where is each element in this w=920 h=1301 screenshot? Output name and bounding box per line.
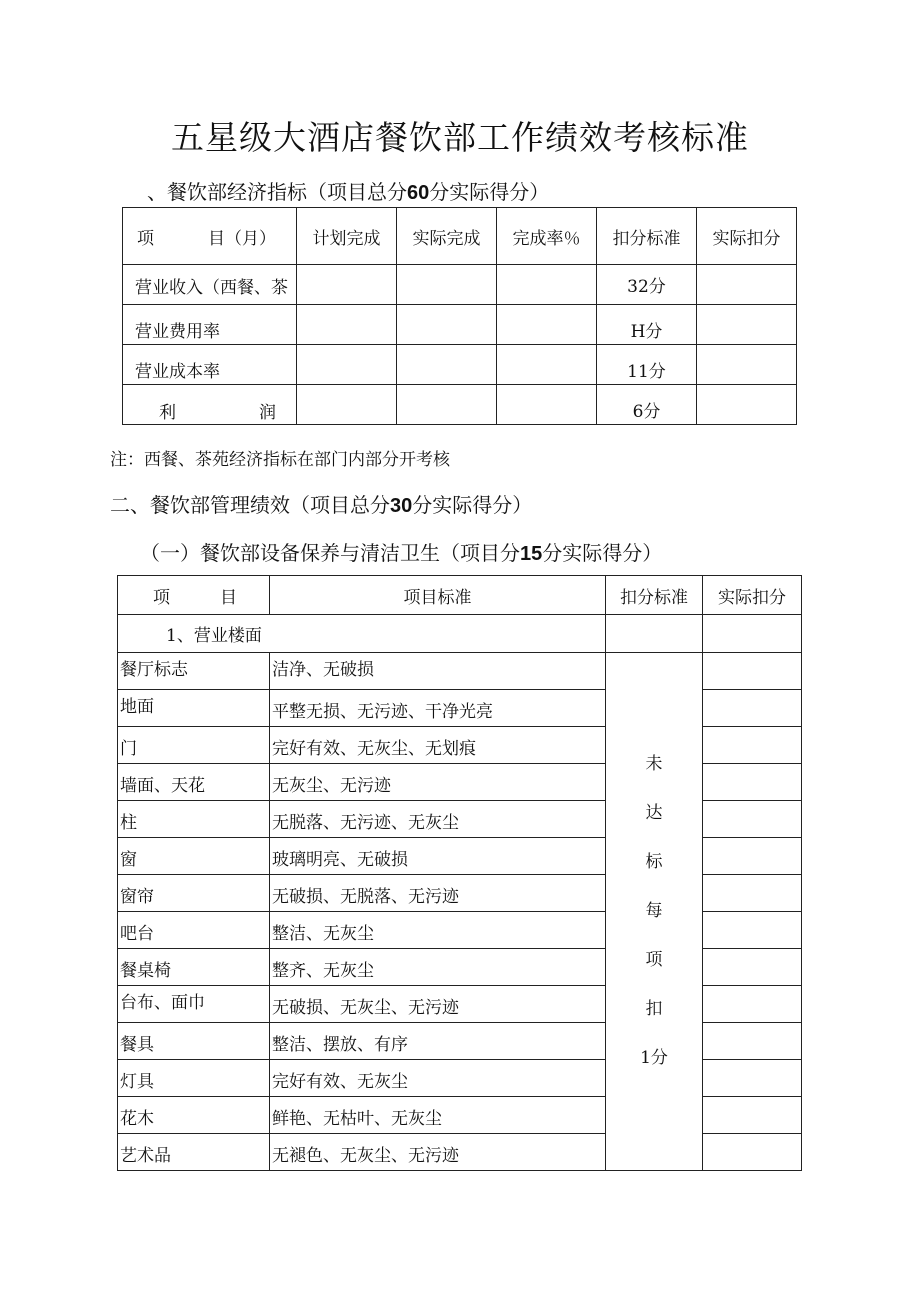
section2-heading: 二、餐饮部管理绩效（项目总分30分实际得分） [110, 493, 533, 517]
deduction-rule: 未 达 标 每 项 扣 1分 [606, 653, 703, 1171]
header-actual-deduct: 实际扣分 [703, 576, 802, 615]
header-actual: 实际完成 [397, 208, 497, 265]
header-actual-deduct: 实际扣分 [697, 208, 797, 265]
row-item: 营业成本率 [123, 345, 297, 385]
table-row [123, 385, 797, 425]
row-standard: 完好有效、无灰尘、无划痕 [270, 727, 606, 764]
row-item: 花木 [118, 1097, 270, 1134]
row-item: 窗 [118, 838, 270, 875]
row-std: 32分 [597, 265, 697, 305]
row-item: 台布、面巾 [118, 986, 270, 1023]
header-standard: 项目标准 [270, 576, 606, 615]
group-label: 1、营业楼面 [118, 615, 606, 653]
row-item: 吧台 [118, 912, 270, 949]
row-item: 餐具 [118, 1023, 270, 1060]
row-item: 营业收入（西餐、茶 [123, 265, 297, 305]
section2-subheading: （一）餐饮部设备保养与清洁卫生（项目分15分实际得分） [140, 541, 663, 565]
page-title: 五星级大酒店餐饮部工作绩效考核标准 [171, 118, 749, 157]
row-standard: 鲜艳、无枯叶、无灰尘 [270, 1097, 606, 1134]
row-item: 利 润 [123, 385, 297, 425]
row-item: 门 [118, 727, 270, 764]
row-item: 柱 [118, 801, 270, 838]
row-item: 餐桌椅 [118, 949, 270, 986]
header-item: 项 目（月） [123, 208, 297, 265]
header-item: 项 目 [118, 576, 270, 615]
row-std: H分 [597, 305, 697, 345]
row-item: 窗帘 [118, 875, 270, 912]
header-deduct-standard: 扣分标准 [597, 208, 697, 265]
row-standard: 整洁、摆放、有序 [270, 1023, 606, 1060]
economic-indicator-table [122, 207, 797, 425]
row-standard: 玻璃明亮、无破损 [270, 838, 606, 875]
equipment-hygiene-table [117, 575, 802, 1171]
row-standard: 无脱落、无污迹、无灰尘 [270, 801, 606, 838]
table-row [123, 345, 797, 385]
row-standard: 无灰尘、无污迹 [270, 764, 606, 801]
row-item: 艺术品 [118, 1134, 270, 1171]
row-item: 灯具 [118, 1060, 270, 1097]
row-standard: 完好有效、无灰尘 [270, 1060, 606, 1097]
row-item: 地面 [118, 690, 270, 727]
row-std: 11分 [597, 345, 697, 385]
section1-note: 注：西餐、茶苑经济指标在部门内部分开考核 [110, 450, 450, 470]
header-rate: 完成率％ [497, 208, 597, 265]
header-plan: 计划完成 [297, 208, 397, 265]
row-item: 墙面、天花 [118, 764, 270, 801]
row-standard: 平整无损、无污迹、干净光亮 [270, 690, 606, 727]
table-row [123, 265, 797, 305]
row-item: 餐厅标志 [118, 653, 270, 690]
row-standard: 无破损、无灰尘、无污迹 [270, 986, 606, 1023]
row-standard: 整齐、无灰尘 [270, 949, 606, 986]
header-deduct-standard: 扣分标准 [606, 576, 703, 615]
row-item: 营业费用率 [123, 305, 297, 345]
row-standard: 无褪色、无灰尘、无污迹 [270, 1134, 606, 1171]
row-std: 6分 [597, 385, 697, 425]
table-row [123, 305, 797, 345]
row-standard: 整洁、无灰尘 [270, 912, 606, 949]
row-standard: 洁净、无破损 [270, 653, 606, 690]
table-row [118, 653, 802, 690]
section1-heading: 、餐饮部经济指标（项目总分60分实际得分） [147, 180, 550, 204]
row-standard: 无破损、无脱落、无污迹 [270, 875, 606, 912]
